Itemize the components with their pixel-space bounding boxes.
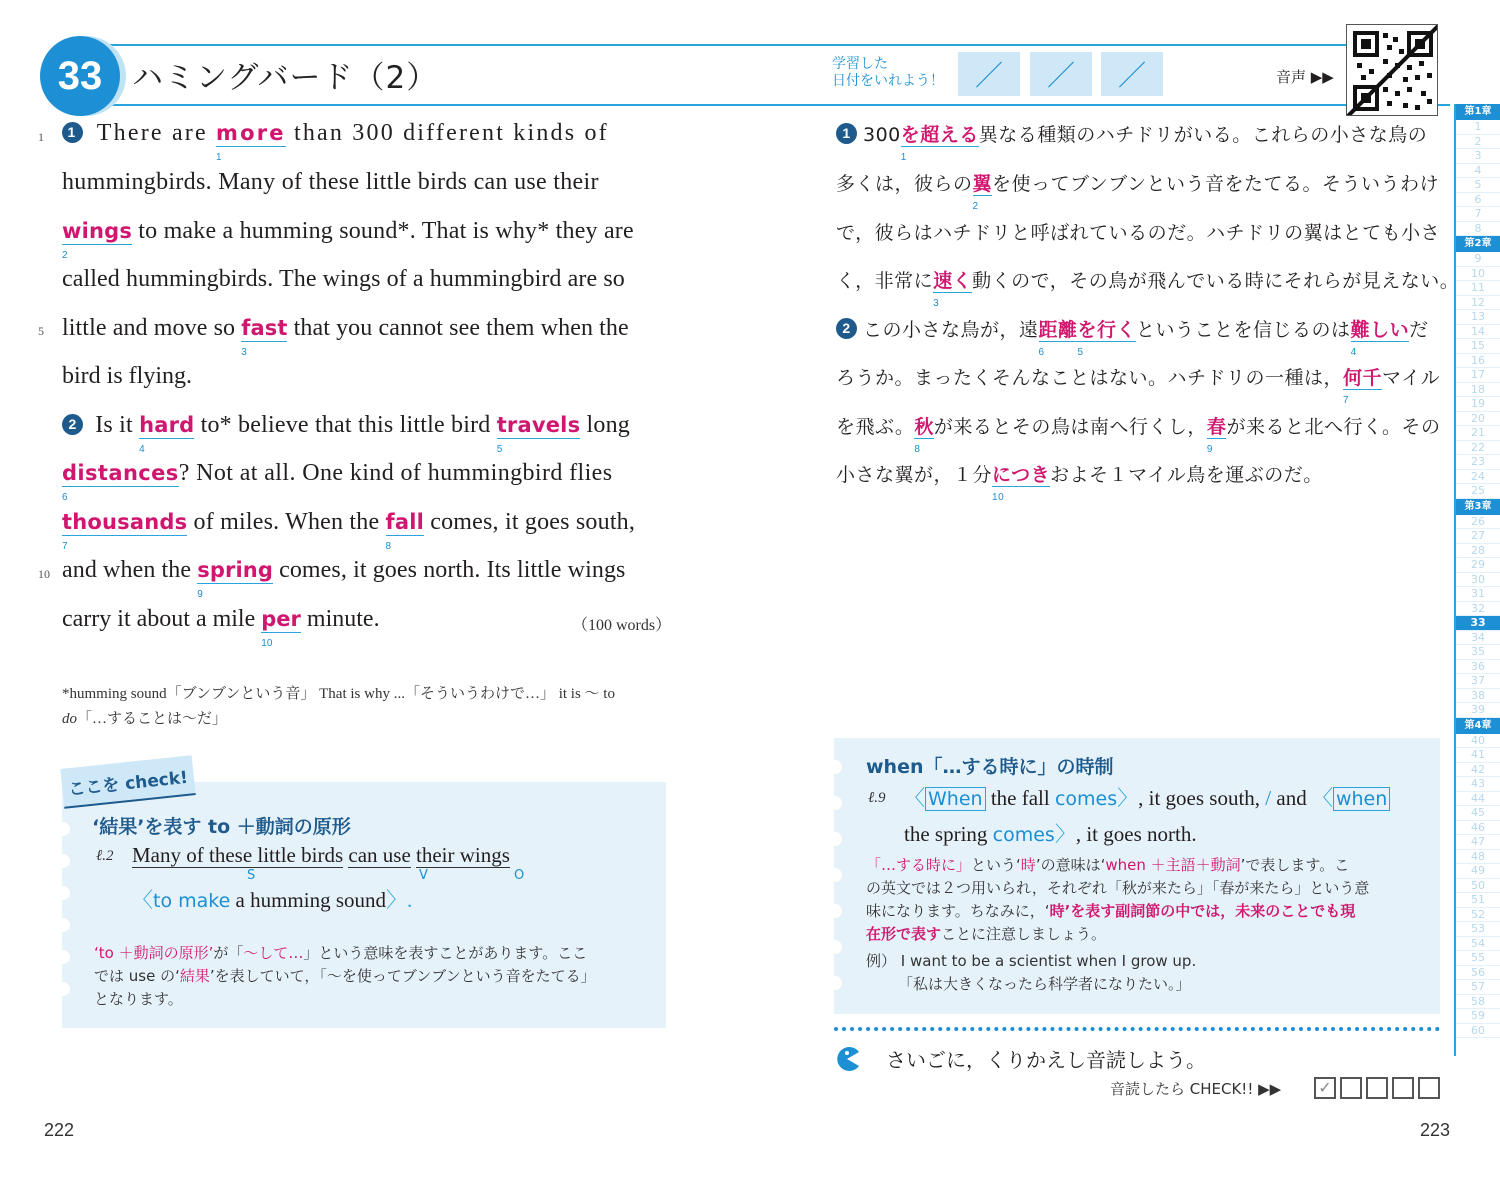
check-box-3[interactable] (1366, 1077, 1388, 1099)
index-lesson-number[interactable]: 46 (1456, 821, 1500, 836)
passage-line-5: little and move so fast 3 that you cannot see them when the (62, 315, 629, 358)
pacman-icon (834, 1046, 860, 1072)
translation-line-7: を飛ぶ。秋 8 が来るとその鳥は南へ行くし，春 9 が来ると北へ行く。その (836, 416, 1441, 455)
index-lesson-number[interactable]: 23 (1456, 455, 1500, 470)
line-number: 5 (38, 324, 44, 338)
passage-line-3: wings 2 to make a humming sound*. That is why* they are (62, 218, 634, 261)
index-lesson-number[interactable]: 24 (1456, 470, 1500, 485)
keyword: per 10 (261, 607, 301, 649)
paragraph-mark: 2 (836, 318, 857, 339)
footnote: *humming sound「ブンブンという音」 That is why ...「そういうわけで…」 it is ～ to do「…することは～だ」 (62, 686, 615, 727)
index-lesson-number[interactable]: 15 (1456, 339, 1500, 354)
index-lesson-number[interactable]: 26 (1456, 515, 1500, 530)
passage-line-1: 1 There are more 1 than 300 different kinds of (62, 120, 609, 147)
index-lesson-number[interactable]: 44 (1456, 792, 1500, 807)
passage-line-2: hummingbirds. Many of these little birds can use their (62, 169, 599, 195)
page-number-right: 223 (1420, 1120, 1451, 1140)
index-lesson-number[interactable]: 27 (1456, 529, 1500, 544)
audio-label: 音声 ▶▶ (1276, 68, 1334, 86)
index-lesson-number[interactable]: 2 (1456, 135, 1500, 150)
index-lesson-number[interactable]: 22 (1456, 441, 1500, 456)
index-lesson-number[interactable]: 54 (1456, 937, 1500, 952)
index-lesson-number[interactable]: 32 (1456, 602, 1500, 617)
reread-text: さいごに，くりかえし音読しよう。 (886, 1048, 1206, 1072)
index-lesson-number[interactable]: 33 (1456, 616, 1500, 631)
index-lesson-number[interactable]: 34 (1456, 631, 1500, 646)
keyword: distances 6 (62, 461, 179, 503)
date-box-3[interactable]: ／ (1101, 52, 1163, 96)
index-lesson-number[interactable]: 1 (1456, 120, 1500, 135)
index-lesson-number[interactable]: 59 (1456, 1009, 1500, 1024)
example-sentence: Many of these little birds can use their wings (132, 843, 510, 867)
phrase: 〈to make a humming sound〉. (132, 888, 413, 912)
grammar-sentence-2: the spring comes〉, it goes north. (904, 822, 1197, 846)
paragraph-mark: 2 (62, 414, 83, 435)
index-lesson-number[interactable]: 55 (1456, 951, 1500, 966)
check-note: ‘to ＋動詞の原形’が「～して…」という意味を表すことがあります。ここ では use の‘結果’を表していて，「～を使ってブンブンという音をたてる」 となります。 (94, 944, 596, 1008)
check-label: 音読したら CHECK!! ▶▶ (1110, 1080, 1282, 1098)
index-lesson-number[interactable]: 14 (1456, 325, 1500, 340)
passage-line-10: and when the spring 9 comes, it goes north. Its little wings (62, 557, 626, 600)
index-lesson-number[interactable]: 57 (1456, 980, 1500, 995)
index-lesson-number[interactable]: 6 (1456, 193, 1500, 208)
index-chapter-label[interactable]: 第3章 (1456, 499, 1500, 515)
passage-line-4: called hummingbirds. The wings of a hummingbird are so (62, 266, 625, 292)
index-lesson-number[interactable]: 50 (1456, 879, 1500, 894)
index-lesson-number[interactable]: 7 (1456, 207, 1500, 222)
index-lesson-number[interactable]: 10 (1456, 267, 1500, 282)
check-box: ‘結果’を表す to ＋動詞の原形 ℓ.2 Many of these little birds can use their wings S V O 〈to make a humming sound〉. ‘to ＋動詞の原形’が「～して…」という意味を表すことがあります。ここ では use の‘結果’を表していて，「～を使ってブンブンという音をたてる」 となります。 (62, 782, 666, 1028)
index-lesson-number[interactable]: 49 (1456, 864, 1500, 879)
date-label: 学習した 日付をいれよう！ (832, 56, 944, 89)
index-lesson-number[interactable]: 9 (1456, 252, 1500, 267)
index-lesson-number[interactable]: 16 (1456, 354, 1500, 369)
keyword: fall 8 (385, 510, 425, 552)
line-number: 1 (38, 130, 44, 144)
keyword: hard 4 (139, 413, 195, 455)
index-lesson-number[interactable]: 53 (1456, 922, 1500, 937)
index-lesson-number[interactable]: 4 (1456, 164, 1500, 179)
keyword: more 1 (216, 121, 286, 163)
index-lesson-number[interactable]: 52 (1456, 908, 1500, 923)
header-rule-top (60, 44, 1400, 46)
keyword: fast 3 (241, 316, 288, 358)
index-lesson-number[interactable]: 25 (1456, 484, 1500, 499)
index-lesson-number[interactable]: 37 (1456, 674, 1500, 689)
keyword: spring 9 (197, 558, 273, 600)
grammar-example: 例） I want to be a scientist when I grow up. 「私は大きくなったら科学者になりたい。」 (866, 952, 1197, 993)
index-lesson-number[interactable]: 43 (1456, 777, 1500, 792)
index-lesson-number[interactable]: 31 (1456, 587, 1500, 602)
index-lesson-number[interactable]: 40 (1456, 734, 1500, 749)
grammar-heading: when「…する時に」の時制 (866, 756, 1114, 778)
grammar-note: 「…する時に」という‘時’の意味は‘when ＋主語＋動詞’で表します。こ の英文では２つ用いられ，それぞれ「秋が来たら」「春が来たら」という意 味になります。ちなみに，‘時’を表す副詞節の中では，未来のことでも現 在形で表すことに注意しましょう。 (866, 856, 1370, 943)
page-number-left: 222 (44, 1120, 75, 1140)
index-lesson-number[interactable]: 12 (1456, 296, 1500, 311)
index-lesson-number[interactable]: 17 (1456, 368, 1500, 383)
index-lesson-number[interactable]: 19 (1456, 397, 1500, 412)
lesson-number-badge: 33 (40, 36, 120, 116)
passage-line-6: bird is flying. (62, 363, 192, 389)
passage-line-9: thousands 7 of miles. When the fall 8 comes, it goes south, (62, 509, 636, 552)
index-chapter-label[interactable]: 第1章 (1456, 104, 1500, 120)
index-lesson-number[interactable]: 35 (1456, 645, 1500, 660)
keyword: thousands 7 (62, 510, 188, 552)
qr-code-icon[interactable] (1346, 24, 1438, 116)
index-lesson-number[interactable]: 41 (1456, 748, 1500, 763)
date-box-1[interactable]: ／ (958, 52, 1020, 96)
dotted-divider (834, 1027, 1440, 1031)
index-lesson-number[interactable]: 29 (1456, 558, 1500, 573)
keyword: wings 2 (62, 219, 133, 261)
passage-line-8: distances 6 ? Not at all. One kind of hummingbird flies (62, 460, 613, 503)
index-lesson-number[interactable]: 20 (1456, 412, 1500, 427)
check-box-5[interactable] (1418, 1077, 1440, 1099)
line-ref: ℓ.2 (96, 848, 114, 864)
index-lesson-number[interactable]: 8 (1456, 222, 1500, 237)
index-lesson-number[interactable]: 39 (1456, 703, 1500, 718)
page-title: ハミングバード（2） (132, 60, 439, 96)
check-box-4[interactable] (1392, 1077, 1414, 1099)
grammar-box (834, 738, 1440, 1014)
date-box-2[interactable]: ／ (1030, 52, 1092, 96)
index-lesson-number[interactable]: 30 (1456, 573, 1500, 588)
index-lesson-number[interactable]: 58 (1456, 995, 1500, 1010)
index-lesson-number[interactable]: 18 (1456, 383, 1500, 398)
check-box-2[interactable] (1340, 1077, 1362, 1099)
index-lesson-number[interactable]: 28 (1456, 544, 1500, 559)
index-lesson-number[interactable]: 11 (1456, 281, 1500, 296)
paragraph-mark: 1 (62, 122, 83, 143)
index-lesson-number[interactable]: 51 (1456, 893, 1500, 908)
translation-line-1: 1 300を超える 1 異なる種類のハチドリがいる。これらの小さな鳥の (836, 120, 1427, 147)
passage-line-11: carry it about a mile per 10 minute. (62, 606, 380, 649)
index-lesson-number[interactable]: 42 (1456, 763, 1500, 778)
passage-line-7: 2 Is it hard 4 to* believe that this little bird travels 5 long (62, 412, 630, 439)
index-lesson-number[interactable]: 38 (1456, 689, 1500, 704)
index-lesson-number[interactable]: 36 (1456, 660, 1500, 675)
translation-line-5: 2 この小さな鳥が，遠距離 6 を行く 5 ということを信じるのは難しい 4 だ (836, 315, 1429, 342)
keyword: travels 5 (496, 413, 581, 455)
translation-line-4: く，非常に速く 3 動くので，その鳥が飛んでいる時にそれらが見えない。 (836, 270, 1460, 309)
paragraph-mark: 1 (836, 123, 857, 144)
line-ref: ℓ.9 (868, 790, 886, 806)
translation-line-2: 多くは，彼らの翼 2 を使ってブンブンという音をたてる。そういうわけ (836, 173, 1440, 212)
check-box-1[interactable]: ✓ (1314, 1077, 1336, 1099)
index-chapter-label[interactable]: 第2章 (1456, 236, 1500, 252)
index-chapter-label[interactable]: 第4章 (1456, 718, 1500, 734)
index-lesson-number[interactable]: 45 (1456, 806, 1500, 821)
translation-line-3: で，彼らはハチドリと呼ばれているのだ。ハチドリの翼はとても小さ (836, 222, 1441, 244)
grammar-sentence-1: 〈 When the fall comes〉, it goes south, / and 〈 when (904, 782, 1390, 812)
check-heading: ‘結果’を表す to ＋動詞の原形 (92, 816, 351, 838)
word-count: （100 words） (572, 617, 672, 634)
index-lesson-number[interactable]: 21 (1456, 426, 1500, 441)
index-lesson-number[interactable]: 3 (1456, 149, 1500, 164)
index-lesson-number[interactable]: 60 (1456, 1024, 1500, 1039)
chapter-index (1454, 104, 1500, 1056)
translation-line-8: 小さな翼が，１分につき 10 およそ１マイル鳥を運ぶのだ。 (836, 464, 1323, 503)
check-tag: ここを check! (60, 755, 195, 809)
index-lesson-number[interactable]: 56 (1456, 966, 1500, 981)
header-rule-bottom (60, 104, 1450, 106)
index-lesson-number[interactable]: 5 (1456, 178, 1500, 193)
line-number: 10 (38, 567, 50, 581)
translation-line-6: ろうか。まったくそんなことはない。ハチドリの一種は，何千 7 マイル (836, 367, 1441, 406)
index-lesson-number[interactable]: 48 (1456, 850, 1500, 865)
index-lesson-number[interactable]: 13 (1456, 310, 1500, 325)
index-lesson-number[interactable]: 47 (1456, 835, 1500, 850)
